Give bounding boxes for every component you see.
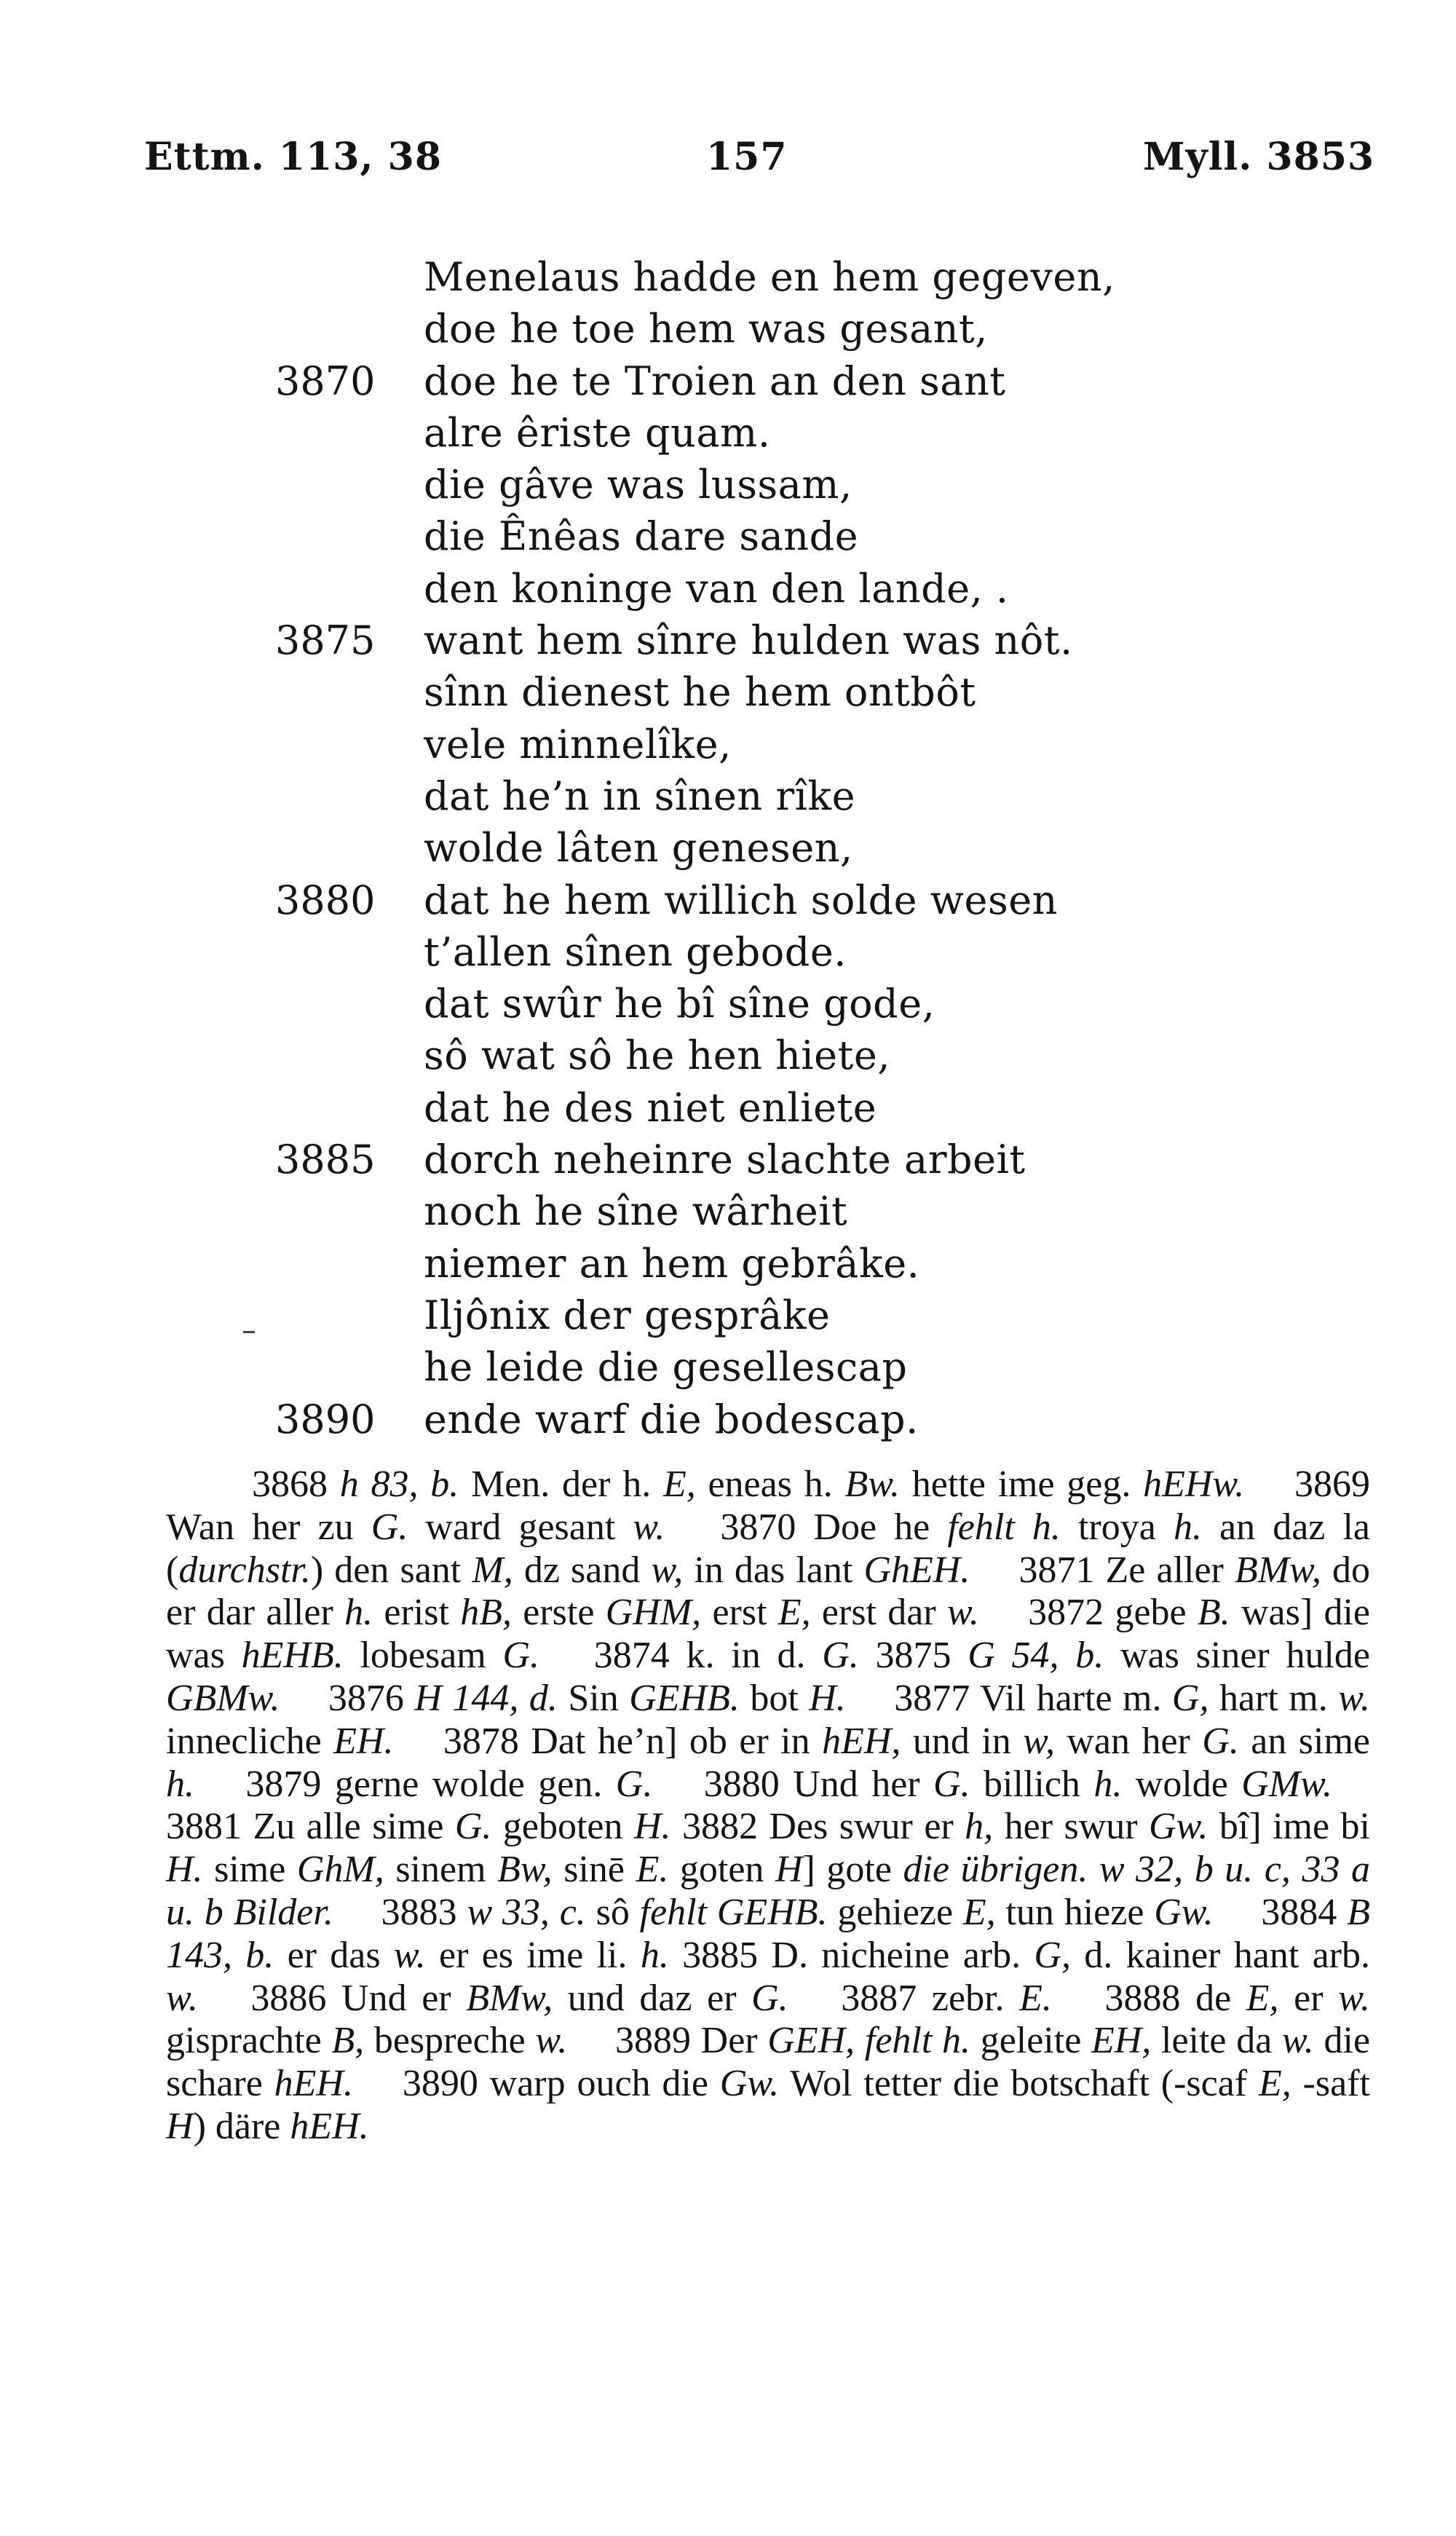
siglum: hEHw. xyxy=(1143,1463,1245,1505)
verse-line xyxy=(0,1394,1456,1445)
note-text: erst dar xyxy=(810,1592,948,1634)
line-number: 3870 xyxy=(275,358,376,404)
siglum: durchstr. xyxy=(178,1549,311,1591)
note-text: troya xyxy=(1060,1506,1174,1548)
note-text: und daz er xyxy=(553,1977,752,2019)
siglum: w. xyxy=(1338,1677,1371,1719)
note-text: 3872 gebe xyxy=(978,1592,1198,1634)
note-text: die schare xyxy=(166,2020,1371,2105)
note-text: was siner hulde xyxy=(1104,1635,1371,1677)
siglum: w. xyxy=(393,1934,426,1976)
verse-line-text: doe he te Troien an den sant xyxy=(424,358,1006,404)
verse-line xyxy=(0,1185,1456,1237)
note-text: lobesam xyxy=(343,1635,503,1677)
note-text: 3881 Zu alle sime xyxy=(166,1763,1370,1848)
verse-line xyxy=(0,978,1456,1030)
verse-line-text: sînn dienest he hem ontbôt xyxy=(424,669,976,716)
note-text xyxy=(855,2020,865,2061)
siglum: G. xyxy=(822,1635,859,1677)
note-text: 3882 Des swur er xyxy=(670,1806,965,1848)
siglum: G. xyxy=(502,1635,540,1677)
note-text: erst xyxy=(701,1592,778,1634)
verse-line-text: ende warf die bodescap. xyxy=(424,1396,919,1442)
note-text: 3889 Der xyxy=(567,2020,768,2062)
siglum: hB, xyxy=(460,1592,512,1634)
line-number: 3875 xyxy=(275,617,376,664)
siglum: H. xyxy=(633,1806,671,1848)
verse-line-text: den koninge van den lande, . xyxy=(424,565,1009,612)
note-text: erste xyxy=(511,1592,606,1634)
line-number: 3890 xyxy=(275,1396,376,1442)
verse-line xyxy=(0,563,1456,615)
siglum: E, xyxy=(962,1891,996,1933)
siglum: GEHB. xyxy=(629,1677,740,1719)
siglum: h. xyxy=(1173,1506,1202,1548)
verse-line xyxy=(0,1134,1456,1185)
note-text: er xyxy=(1278,1977,1339,2019)
siglum: G. xyxy=(1202,1720,1239,1762)
verse-line xyxy=(0,459,1456,510)
siglum: B. xyxy=(1197,1592,1230,1634)
note-text: ward gesant xyxy=(408,1506,633,1548)
verse-line-text: dat he des niet enliete xyxy=(424,1084,877,1131)
note-text: her swur xyxy=(993,1806,1150,1848)
verse-line-text: Menelaus hadde en hem gegeven, xyxy=(424,254,1115,300)
note-text: bî] ime bi xyxy=(1208,1806,1370,1848)
siglum: E. xyxy=(1019,1977,1052,2019)
note-text: er das xyxy=(274,1934,394,1976)
margin-dash xyxy=(243,1331,255,1333)
siglum: B, xyxy=(331,2020,365,2062)
note-text: wolde xyxy=(1122,1763,1242,1805)
note-text: an sime xyxy=(1238,1720,1370,1762)
siglum: w. xyxy=(535,2020,568,2062)
verse-line xyxy=(0,666,1456,718)
siglum: h. xyxy=(640,1934,669,1976)
note-text: tun hieze xyxy=(995,1891,1155,1933)
critical-apparatus xyxy=(166,1463,1370,2149)
siglum: H xyxy=(166,2105,194,2147)
siglum: E, xyxy=(778,1592,811,1634)
note-text: Men. der h. xyxy=(459,1463,663,1505)
note-text: geleite xyxy=(970,2020,1091,2062)
siglum: Gw. xyxy=(1149,1806,1208,1848)
verse-line-text: die Ênêas dare sande xyxy=(424,513,859,560)
note-text: geboten xyxy=(491,1806,634,1848)
siglum: w. xyxy=(947,1592,979,1634)
note-text: 3877 Vil harte m. xyxy=(845,1677,1172,1719)
note-text: Wol tetter die botschaft (-scaf xyxy=(779,2063,1259,2105)
siglum: w. xyxy=(1281,2020,1314,2062)
siglum: fehlt h. xyxy=(864,2020,970,2062)
note-text: 3880 Und her xyxy=(652,1763,934,1805)
siglum: GhEH. xyxy=(863,1549,970,1591)
note-text xyxy=(1088,1849,1099,1890)
verse-line-text: vele minnelîke, xyxy=(424,721,732,767)
note-text: goten xyxy=(668,1849,775,1891)
siglum: BMw, xyxy=(466,1977,553,2019)
note-text: 3871 Ze aller xyxy=(970,1549,1235,1591)
siglum: G, xyxy=(1034,1934,1071,1976)
verse-line-text: Iljônix der gesprâke xyxy=(424,1292,831,1338)
verse-line-text: dorch neheinre slachte arbeit xyxy=(424,1137,1026,1183)
verse-line xyxy=(0,770,1456,822)
siglum: E. xyxy=(636,1849,669,1891)
verse-line-text: alre êriste quam. xyxy=(424,409,771,456)
note-text: 3874 k. in d. xyxy=(539,1635,823,1677)
siglum: G. xyxy=(454,1806,492,1848)
siglum: h. xyxy=(166,1763,194,1805)
verse-line xyxy=(0,303,1456,355)
verse-line-text: sô wat sô he hen hiete, xyxy=(424,1032,890,1079)
verse-line xyxy=(0,510,1456,562)
verse-line xyxy=(0,251,1456,303)
note-text: gisprachte xyxy=(166,2020,332,2062)
verse-line-text: he leide die gesellescap xyxy=(424,1344,908,1391)
note-text: do er dar aller xyxy=(166,1549,1370,1634)
siglum: G 54, b. xyxy=(968,1635,1104,1677)
page-number: 157 xyxy=(706,135,788,179)
note-text: 3888 de xyxy=(1051,1977,1246,2019)
line-number: 3880 xyxy=(275,877,376,923)
siglum: H. xyxy=(809,1677,846,1719)
siglum: h 83, b. xyxy=(339,1463,459,1505)
note-text: 3884 xyxy=(1213,1891,1348,1933)
siglum: w 32, b u. c, 33 a u. b Bilder. xyxy=(166,1849,1371,1933)
note-text: d. kainer hant arb. xyxy=(1070,1934,1370,1976)
verse-line xyxy=(0,1289,1456,1341)
siglum: w. xyxy=(1338,1977,1371,2019)
siglum: w 33, c. xyxy=(467,1891,586,1933)
siglum: hEHB. xyxy=(241,1635,344,1677)
note-text: ] gote xyxy=(802,1849,903,1891)
siglum: EH, xyxy=(1091,2020,1152,2062)
verse-line-text: dat swûr he bî sîne gode, xyxy=(424,981,935,1027)
note-text: Sin xyxy=(557,1677,630,1719)
verse-line xyxy=(0,1238,1456,1289)
note-text: 3879 gerne wolde gen. xyxy=(194,1763,616,1805)
note-text: ) däre xyxy=(193,2105,290,2147)
siglum: h. xyxy=(1093,1763,1123,1805)
siglum: E, xyxy=(662,1463,696,1505)
note-text: bespreche xyxy=(364,2020,536,2062)
siglum: M, xyxy=(472,1549,513,1591)
verse-line-text: dat he’n in sînen rîke xyxy=(424,773,856,819)
note-text: 3883 xyxy=(333,1891,467,1933)
note-text: und in xyxy=(901,1720,1024,1762)
note-text: erist xyxy=(373,1592,461,1634)
siglum: w. xyxy=(633,1506,665,1548)
siglum: h. xyxy=(344,1592,373,1634)
verse-line xyxy=(0,874,1456,926)
siglum: fehlt GEHB. xyxy=(639,1891,828,1933)
note-text: 3885 D. nicheine arb. xyxy=(668,1934,1034,1976)
note-text: leite da xyxy=(1151,2020,1282,2062)
siglum: GHM, xyxy=(605,1592,702,1634)
verse-line-text: want hem sînre hulden was nôt. xyxy=(424,617,1073,664)
siglum: Bw. xyxy=(844,1463,901,1505)
siglum: G. xyxy=(933,1763,970,1805)
note-text: was] die was xyxy=(166,1592,1370,1677)
siglum: Bw, xyxy=(497,1849,553,1891)
verse-line-text: wolde lâten genesen, xyxy=(424,825,853,872)
siglum: EH. xyxy=(333,1720,394,1762)
note-text: in das lant xyxy=(683,1549,864,1591)
note-text: 3868 xyxy=(252,1463,340,1505)
note-text: sinem xyxy=(384,1849,498,1891)
siglum: GBMw. xyxy=(166,1677,280,1719)
siglum: hEH. xyxy=(290,2105,369,2147)
verse-line-text: t’allen sînen gebode. xyxy=(424,928,847,975)
note-text: 3886 Und er xyxy=(197,1977,467,2019)
verse-line xyxy=(0,1341,1456,1393)
note-text: ) den sant xyxy=(310,1549,472,1591)
verse-line xyxy=(0,926,1456,978)
verse-line-text: dat he hem willich solde wesen xyxy=(424,877,1058,923)
siglum: H. xyxy=(166,1849,203,1891)
siglum: B 143, b. xyxy=(166,1891,1370,1976)
note-text: -saft xyxy=(1291,2063,1370,2105)
note-text: sime xyxy=(202,1849,297,1891)
siglum: E, xyxy=(1246,1977,1279,2019)
siglum: G, xyxy=(1171,1677,1209,1719)
note-text: innecliche xyxy=(166,1720,334,1762)
siglum: GEH, xyxy=(767,2020,855,2062)
note-text: wan her xyxy=(1054,1720,1203,1762)
siglum: w. xyxy=(166,1977,198,2019)
note-text: er es ime li. xyxy=(425,1934,641,1976)
note-text: sinē xyxy=(552,1849,636,1891)
siglum: H xyxy=(775,1849,803,1891)
siglum: GhM, xyxy=(296,1849,384,1891)
line-number: 3885 xyxy=(275,1137,376,1183)
verse-line-text: niemer an hem gebrâke. xyxy=(424,1240,920,1287)
note-text: 3876 xyxy=(280,1677,415,1719)
verse-line xyxy=(0,1082,1456,1134)
siglum: w, xyxy=(1023,1720,1055,1762)
siglum: die übrigen. xyxy=(903,1849,1088,1891)
note-text: billich xyxy=(970,1763,1094,1805)
siglum: E, xyxy=(1258,2063,1291,2105)
siglum: GMw. xyxy=(1241,1763,1332,1805)
running-head-left: Ettm. 113, 38 xyxy=(144,135,443,179)
note-text: hette ime geg. xyxy=(900,1463,1144,1505)
verse-line-text: noch he sîne wârheit xyxy=(424,1188,848,1235)
verse-text xyxy=(0,251,1456,1445)
running-head-right: Myll. 3853 xyxy=(1143,135,1375,179)
siglum: fehlt h. xyxy=(947,1506,1061,1548)
verse-line-text: die gâve was lussam, xyxy=(424,462,852,508)
verse-line xyxy=(0,355,1456,407)
siglum: BMw, xyxy=(1234,1549,1321,1591)
note-text: 3869 Wan her zu xyxy=(166,1463,1371,1548)
note-text: eneas h. xyxy=(695,1463,845,1505)
note-text: dz sand xyxy=(513,1549,652,1591)
siglum: h, xyxy=(965,1806,994,1848)
note-text: sô xyxy=(585,1891,640,1933)
verse-line xyxy=(0,615,1456,666)
verse-line xyxy=(0,719,1456,770)
note-text: 3890 warp ouch die xyxy=(352,2063,720,2105)
siglum: G. xyxy=(751,1977,788,2019)
note-text: 3887 zebr. xyxy=(788,1977,1020,2019)
note-text: an daz la ( xyxy=(166,1506,1370,1591)
siglum: G. xyxy=(371,1506,408,1548)
note-text: bot xyxy=(739,1677,810,1719)
note-text: hart m. xyxy=(1208,1677,1339,1719)
note-text: 3870 Doe he xyxy=(665,1506,948,1548)
note-text: 3878 Dat he’n] ob er in xyxy=(393,1720,823,1762)
siglum: H 144, d. xyxy=(414,1677,558,1719)
verse-line xyxy=(0,1030,1456,1081)
siglum: Gw. xyxy=(1154,1891,1214,1933)
siglum: G. xyxy=(615,1763,653,1805)
note-text: 3875 xyxy=(858,1635,968,1677)
siglum: hEH. xyxy=(274,2063,353,2105)
siglum: Gw. xyxy=(719,2063,780,2105)
verse-line-text: doe he toe hem was gesant, xyxy=(424,306,988,352)
verse-line xyxy=(0,407,1456,459)
siglum: w, xyxy=(651,1549,684,1591)
siglum: hEH, xyxy=(822,1720,901,1762)
verse-line xyxy=(0,822,1456,874)
note-text: gehieze xyxy=(827,1891,963,1933)
